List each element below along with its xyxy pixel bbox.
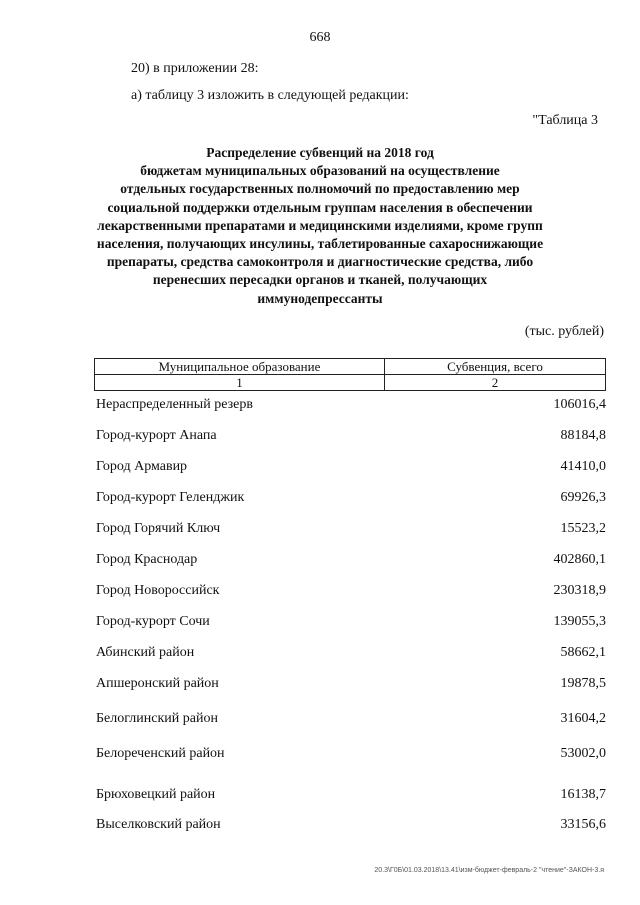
document-footer: 20.3\Г0Б\01.03.2018\13.41\изм-бюджет-февраль-2 "чтение"-ЗАКОН-3.я — [374, 867, 604, 874]
table-row — [96, 521, 606, 539]
row-subvention: 31604,2 — [560, 711, 606, 726]
table-row — [96, 614, 606, 632]
row-municipality: Абинский район — [96, 645, 195, 660]
intro-line-1: 20) в приложении 28: — [131, 61, 259, 76]
row-subvention: 88184,8 — [560, 428, 606, 443]
row-subvention: 402860,1 — [553, 552, 606, 567]
row-municipality: Апшеронский район — [96, 676, 219, 691]
table-title — [70, 144, 570, 308]
page-number: 668 — [309, 30, 331, 45]
title-line: социальной поддержки отдельным группам населения в обеспечении — [107, 199, 533, 215]
row-subvention: 69926,3 — [560, 490, 606, 505]
title-line: препараты, средства самоконтроля и диагностические средства, либо — [106, 254, 534, 270]
row-subvention: 41410,0 — [560, 459, 606, 474]
column-number-row — [95, 375, 606, 391]
row-municipality: Город-курорт Геленджик — [96, 490, 245, 505]
row-municipality: Город Армавир — [96, 459, 188, 474]
row-municipality: Город Краснодар — [96, 552, 198, 567]
column-number-1: 1 — [95, 375, 385, 391]
row-municipality: Белореченский район — [96, 746, 225, 761]
row-subvention: 19878,5 — [560, 676, 606, 691]
table-row — [96, 787, 606, 805]
table-row — [96, 459, 606, 477]
table-row — [96, 490, 606, 508]
row-subvention: 230318,9 — [553, 583, 606, 598]
header-subvention-total: Субвенция, всего — [384, 359, 605, 375]
row-subvention: 53002,0 — [560, 746, 606, 761]
table-header — [94, 358, 606, 391]
row-municipality: Город Новороссийск — [96, 583, 220, 598]
title-line: Распределение субвенций на 2018 год — [206, 145, 434, 160]
title-line: лекарственными препаратами и медицинскими изделиями, кроме групп — [97, 217, 543, 233]
header-municipality: Муниципальное образование — [95, 359, 385, 375]
table-row — [96, 583, 606, 601]
row-municipality: Город Горячий Ключ — [96, 521, 221, 536]
row-subvention: 15523,2 — [560, 521, 606, 536]
table-row — [96, 746, 606, 764]
row-subvention: 106016,4 — [553, 397, 606, 412]
table-row — [96, 817, 606, 835]
table-row — [96, 645, 606, 663]
row-municipality: Брюховецкий район — [96, 787, 216, 802]
title-line: бюджетам муниципальных образований на осуществление — [140, 163, 500, 179]
table-row — [96, 428, 606, 446]
row-municipality: Город-курорт Сочи — [96, 614, 210, 629]
units-label: (тыс. рублей) — [524, 324, 604, 339]
row-municipality: Город-курорт Анапа — [96, 428, 217, 443]
row-municipality: Выселковский район — [96, 817, 221, 832]
title-line: иммунодепрессанты — [257, 290, 383, 306]
title-line: населения, получающих инсулины, таблетированные сахароснижающие — [96, 236, 544, 252]
table-row — [96, 676, 606, 694]
row-municipality: Нераспределенный резерв — [96, 397, 253, 412]
column-number-2: 2 — [384, 375, 605, 391]
table-label: "Таблица 3 — [532, 113, 598, 128]
intro-line-2: а) таблицу 3 изложить в следующей редакции: — [131, 88, 409, 103]
row-subvention: 139055,3 — [553, 614, 606, 629]
table-row — [96, 397, 606, 415]
row-subvention: 33156,6 — [560, 817, 606, 832]
table-row — [96, 552, 606, 570]
title-line: отдельных государственных полномочий по предоставлению мер — [120, 181, 520, 197]
row-municipality: Белоглинский район — [96, 711, 218, 726]
header-row — [95, 359, 606, 375]
row-subvention: 16138,7 — [560, 787, 606, 802]
table-row — [96, 711, 606, 729]
title-line: перенесших пересадки органов и тканей, получающих — [152, 272, 488, 288]
row-subvention: 58662,1 — [560, 645, 606, 660]
